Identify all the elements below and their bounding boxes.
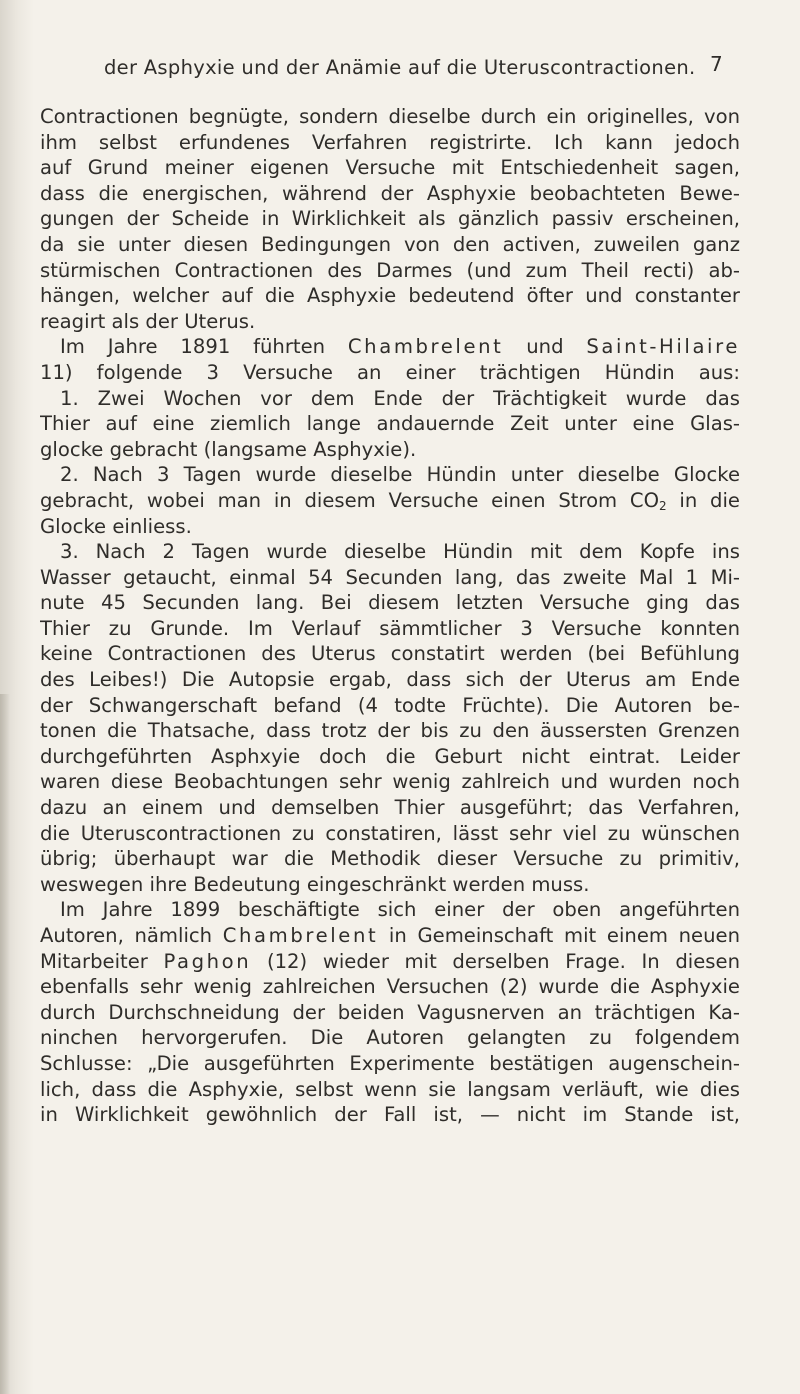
text-line: Wasser getaucht, einmal 54 Secunden lang, das zweite Mal 1 Mi-	[40, 565, 740, 589]
page-number: 7	[710, 52, 723, 76]
text-line: reagirt als der Uterus.	[40, 309, 256, 333]
author-name-paghon: Paghon	[163, 949, 252, 973]
text-line: Contractionen begnügte, sondern dieselbe durch ein originelles, von	[40, 105, 740, 128]
text-line: 11) folgende 3 Versuche an einer trächtigen Hündin aus:	[40, 360, 740, 384]
text-fragment: in die	[666, 488, 740, 512]
text-line	[40, 488, 740, 514]
text-fragment: in Gemeinschaft mit einem neuen	[378, 924, 740, 947]
text-line: waren diese Beobachtungen sehr wenig zahlreich und wurden noch	[40, 770, 740, 794]
text-line: Schlusse: „Die ausgeführten Experimente bestätigen augenschein-	[40, 1051, 740, 1075]
text-line: keine Contractionen des Uterus constatirt werden (bei Befühlung	[40, 642, 740, 666]
text-line: Im Jahre 1899 beschäftigte sich einer der oben angeführten	[60, 898, 740, 922]
body-text	[40, 104, 740, 1128]
text-line: tonen die Thatsache, dass trotz der bis zu den äussersten Grenzen	[40, 719, 740, 743]
text-line: weswegen ihre Bedeutung eingeschränkt werden muss.	[40, 872, 590, 896]
text-line: durchgeführten Asphxyie doch die Geburt nicht eintrat. Leider	[40, 744, 740, 768]
page-edge-shadow	[0, 694, 10, 1394]
text-line: nute 45 Secunden lang. Bei diesem letzten Versuche ging das	[40, 591, 740, 615]
author-name-saint-hilaire: Saint-Hilaire	[586, 335, 740, 359]
text-line: Thier zu Grunde. Im Verlauf sämmtlicher 3 Versuche konnten	[40, 616, 740, 640]
text-line: 1. Zwei Wochen vor dem Ende der Trächtigkeit wurde das	[60, 386, 740, 410]
text-line: 2. Nach 3 Tagen wurde dieselbe Hündin unter dieselbe Glocke	[60, 463, 740, 487]
text-line: gungen der Scheide in Wirklichkeit als gänzlich passiv erscheinen,	[40, 207, 740, 231]
text-fragment: (12) wieder mit derselben Frage. In diesen	[251, 949, 740, 973]
text-line: in Wirklichkeit gewöhnlich der Fall ist, — nicht im Stande ist,	[40, 1103, 740, 1127]
text-line: auf Grund meiner eigenen Versuche mit Entschiedenheit sagen,	[40, 156, 740, 180]
text-line	[40, 949, 740, 975]
text-fragment: Im Jahre 1891 führten	[60, 335, 348, 359]
subscript: 2	[659, 498, 667, 513]
text-line: die Uteruscontractionen zu constatiren, lässt sehr viel zu wünschen	[40, 821, 740, 845]
running-header: der Asphyxie und der Anämie auf die Uteruscontractionen.	[104, 56, 696, 79]
text-line: hängen, welcher auf die Asphyxie bedeutend öfter und constanter	[40, 284, 740, 308]
text-line: durch Durchschneidung der beiden Vagusnerven an trächtigen Ka-	[40, 1000, 740, 1024]
author-name-chambrelent: Chambrelent	[347, 335, 504, 359]
text-line: Thier auf eine ziemlich lange andauernde Zeit unter eine Glas-	[40, 412, 740, 436]
text-line: ebenfalls sehr wenig zahlreichen Versuchen (2) wurde die Asphyxie	[40, 975, 740, 999]
text-line: lich, dass die Asphyxie, selbst wenn sie langsam verläuft, wie dies	[40, 1077, 740, 1101]
text-fragment: und	[503, 335, 587, 359]
text-line: da sie unter diesen Bedingungen von den activen, zuweilen ganz	[40, 232, 740, 256]
text-line: Glocke einliess.	[40, 514, 192, 538]
text-line: dazu an einem und demselben Thier ausgeführt; das Verfahren,	[40, 796, 740, 820]
text-line: der Schwangerschaft befand (4 todte Früchte). Die Autoren be-	[40, 693, 740, 717]
text-line	[40, 334, 740, 360]
text-line: 3. Nach 2 Tagen wurde dieselbe Hündin mit dem Kopfe ins	[60, 540, 740, 564]
text-line: ihm selbst erfundenes Verfahren registrirte. Ich kann jedoch	[40, 130, 740, 154]
text-fragment: Mitarbeiter	[40, 949, 164, 973]
text-line	[40, 923, 740, 949]
author-name-chambrelent: Chambrelent	[222, 924, 379, 947]
text-fragment: Autoren, nämlich	[40, 924, 223, 947]
text-line: übrig; überhaupt war die Methodik dieser Versuche zu primitiv,	[40, 847, 740, 871]
text-line: des Leibes!) Die Autopsie ergab, dass sich der Uterus am Ende	[40, 668, 740, 692]
text-line: dass die energischen, während der Asphyxie beobachteten Bewe-	[40, 181, 740, 205]
text-line: stürmischen Contractionen des Darmes (und zum Theil recti) ab-	[40, 258, 740, 282]
text-line: glocke gebracht (langsame Asphyxie).	[40, 437, 417, 461]
text-line: ninchen hervorgerufen. Die Autoren gelangten zu folgendem	[40, 1026, 740, 1050]
text-fragment: gebracht, wobei man in diesem Versuche einen Strom CO	[40, 488, 660, 512]
